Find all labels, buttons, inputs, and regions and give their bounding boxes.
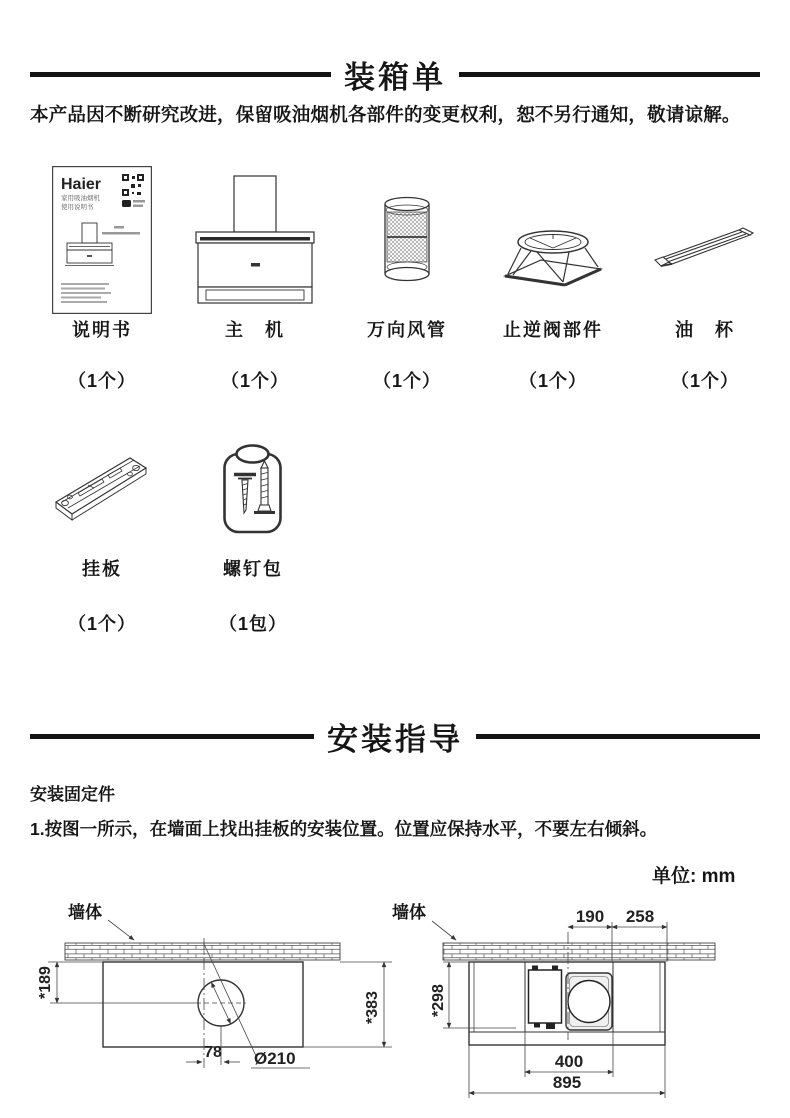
figure-front-view <box>37 902 392 1068</box>
install-subheading: 安装固定件 <box>30 785 115 804</box>
hood-body-outline <box>103 962 303 1047</box>
item-qty: （1个） <box>518 371 587 391</box>
packing-item-oil-cup <box>630 165 780 393</box>
dim-190-label: 190 <box>575 907 605 926</box>
item-qty: （1包） <box>218 614 287 634</box>
title-rule-right <box>459 72 760 77</box>
figure-top-view <box>392 902 715 1098</box>
wall-section-left <box>65 943 340 960</box>
diameter-leader <box>204 944 256 1056</box>
item-qty: （1个） <box>372 371 441 391</box>
item-label: 万向风管 <box>367 320 447 340</box>
manual-brand-text: Haier <box>61 176 102 193</box>
installation-figure <box>0 860 790 1118</box>
range-hood-icon <box>190 175 320 305</box>
check-valve-icon <box>501 226 605 288</box>
title-rule-left <box>30 734 314 739</box>
item-label: 油 杯 <box>675 320 735 340</box>
wall-label-left: 墙体 <box>68 903 102 922</box>
item-label: 说明书 <box>72 320 132 340</box>
install-step-1: 1.按图一所示，在墙面上找出挂板的安装位置。位置应保持水平，不要左右倾斜。 <box>30 819 658 839</box>
packing-item-hanging-plate <box>27 440 177 636</box>
item-qty: （1个） <box>67 614 136 634</box>
wall-leader-left <box>108 920 134 940</box>
packing-item-manual <box>27 165 177 393</box>
dim-189-label: *189 <box>37 966 54 999</box>
install-guide-header <box>30 714 760 759</box>
dim-400-label: 400 <box>554 1052 584 1071</box>
title-rule-left <box>30 72 331 77</box>
packing-item-screw-pack <box>178 440 328 636</box>
item-label: 止逆阀部件 <box>503 320 603 340</box>
screw-pack-icon <box>221 441 285 535</box>
dim-78-label: 78 <box>204 1044 222 1061</box>
manual-icon <box>52 166 152 314</box>
wall-label-right: 墙体 <box>392 903 426 922</box>
manual-subtitle1: 家用吸油烟机 <box>61 195 100 202</box>
packing-list-header <box>30 52 760 97</box>
item-label: 主 机 <box>225 320 285 340</box>
electrical-box <box>529 966 562 1030</box>
item-qty: （1个） <box>67 371 136 391</box>
wall-leader-right <box>432 921 456 940</box>
change-rights-notice: 本产品因不断研究改进，保留吸油烟机各部件的变更权利，恕不另行通知，敬请谅解。 <box>30 104 741 125</box>
install-guide-title: 安装指导 <box>327 722 463 757</box>
packing-list-title: 装箱单 <box>344 60 446 95</box>
unit-label: 单位: mm <box>652 866 736 887</box>
item-qty: （1个） <box>670 371 739 391</box>
dim-298-label: *298 <box>430 984 447 1017</box>
packing-item-duct <box>332 165 482 393</box>
item-qty: （1个） <box>220 371 289 391</box>
dim-258-label: 258 <box>625 907 655 926</box>
dim-383-label: *383 <box>364 991 381 1024</box>
duct-icon <box>383 196 431 284</box>
dim-210-label: Ø210 <box>254 1049 296 1068</box>
packing-item-check-valve <box>478 165 628 393</box>
item-label: 挂板 <box>82 559 122 579</box>
oil-cup-icon <box>651 224 759 272</box>
title-rule-right <box>476 734 760 739</box>
fan-assembly <box>566 973 612 1030</box>
dim-895-label: 895 <box>552 1073 582 1092</box>
packing-item-main-unit <box>180 165 330 393</box>
item-label: 螺钉包 <box>223 559 283 579</box>
wall-section-right <box>443 943 715 960</box>
manual-subtitle2: 使用说明书 <box>61 204 94 211</box>
hanging-plate-icon <box>54 452 150 524</box>
